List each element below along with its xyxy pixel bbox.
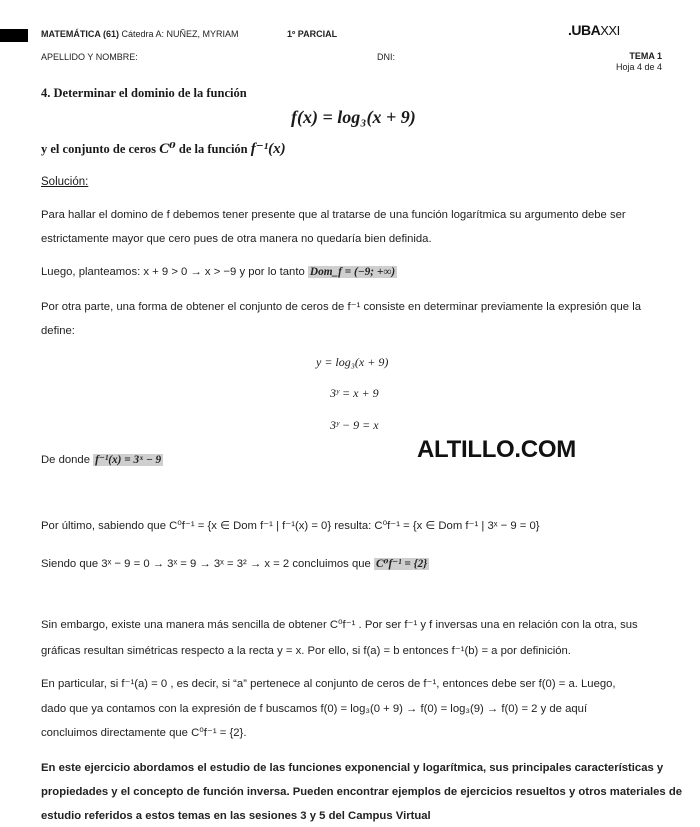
tema-label: TEMA 1 [629,51,662,61]
function-definition: f(x) = log₃(x + 9) [291,107,416,127]
paragraph-6-line-2: gráficas resultan simétricas respecto a la recta y = x. Por ello, si f(a) = b entonces f⁻¹(b) = a por definición. [41,645,571,657]
header-chair: Cátedra A: NUÑEZ, MYRIAM [121,29,239,39]
exercise-title: 4. Determinar el dominio de la función [41,86,247,100]
name-label: APELLIDO Y NOMBRE: [41,52,138,62]
paragraph-8-line-2: propiedades y el concepto de función inversa. Pueden encontrar ejemplos de ejercicios resueltos y otros materiales de [41,786,682,798]
zeros-result: C⁰f⁻¹ = {2} [375,558,428,570]
equation-2: 3ʸ = x + 9 [330,386,379,400]
paragraph-2: Luego, planteamos: x + 9 > 0 → x > −9 y por lo tanto Dom_f = (−9; +∞) [41,266,396,278]
header-exam: 1º PARCIAL [287,29,338,39]
paragraph-7-line-1: En particular, si f⁻¹(a) = 0 , es decir, si “a” pertenece al conjunto de ceros de f⁻¹, entonces debe ser f(0) = a. Luego, [41,678,616,690]
paragraph-7-line-3: concluimos directamente que C⁰f⁻¹ = {2}. [41,727,247,739]
paragraph-7-line-2: dado que ya contamos con la expresión de f buscamos f(0) = log₃(0 + 9) → f(0) = log₃(9) → f(0) = 2 y de aquí [41,703,588,715]
paragraph-5: Siendo que 3ˣ − 9 = 0 → 3ˣ = 9 → 3ˣ = 3² → x = 2 concluimos que C⁰f⁻¹ = {2} [41,558,428,570]
exercise-subtitle: y el conjunto de ceros C⁰ de la función f⁻¹(x) [41,141,286,157]
paragraph-4: Por último, sabiendo que C⁰f⁻¹ = {x ∈ Dom f⁻¹ | f⁻¹(x) = 0} resulta: C⁰f⁻¹ = {x ∈ Dom f⁻¹ | 3ˣ − 9 = 0} [41,520,540,532]
de-donde-line: De donde f⁻¹(x) = 3ˣ − 9 [41,454,162,466]
altillo-watermark: ALTILLO.COM [417,436,576,463]
paragraph-1-line-1: Para hallar el domino de f debemos tener presente que al tratarse de una función logarítmica su argumento debe ser [41,209,626,221]
dni-label: DNI: [377,52,395,62]
hoja-label: Hoja 4 de 4 [615,62,662,72]
paragraph-3-line-2: define: [41,325,75,337]
equation-1: y = log₃(x + 9) [316,355,389,369]
header-subject: MATEMÁTICA (61) [41,29,119,39]
paragraph-8-line-3: estudio referidos a estos temas en las sesiones 3 y 5 del Campus Virtual [41,810,431,822]
paragraph-6-line-1: Sin embargo, existe una manera más sencilla de obtener C⁰f⁻¹ . Por ser f⁻¹ y f inversas una en relación con la otra, sus [41,619,638,631]
margin-black-bar [0,29,28,42]
paragraph-3-line-1: Por otra parte, una forma de obtener el conjunto de ceros de f⁻¹ consiste en determinar previamente la expresión que la [41,301,642,313]
solution-label: Solución: [41,176,89,188]
uba-xxi-logo: .UBAXXI [568,22,620,38]
header-subject-line [41,29,239,39]
equation-3: 3ʸ − 9 = x [330,418,379,432]
domain-result: Dom_f = (−9; +∞) [309,266,396,278]
paragraph-1-line-2: estrictamente mayor que cero pues de otra manera no quedaría bien definida. [41,233,432,245]
inverse-function-result: f⁻¹(x) = 3ˣ − 9 [95,454,162,466]
paragraph-8-line-1: En este ejercicio abordamos el estudio de las funciones exponencial y logarítmica, sus principales características y [41,762,664,774]
